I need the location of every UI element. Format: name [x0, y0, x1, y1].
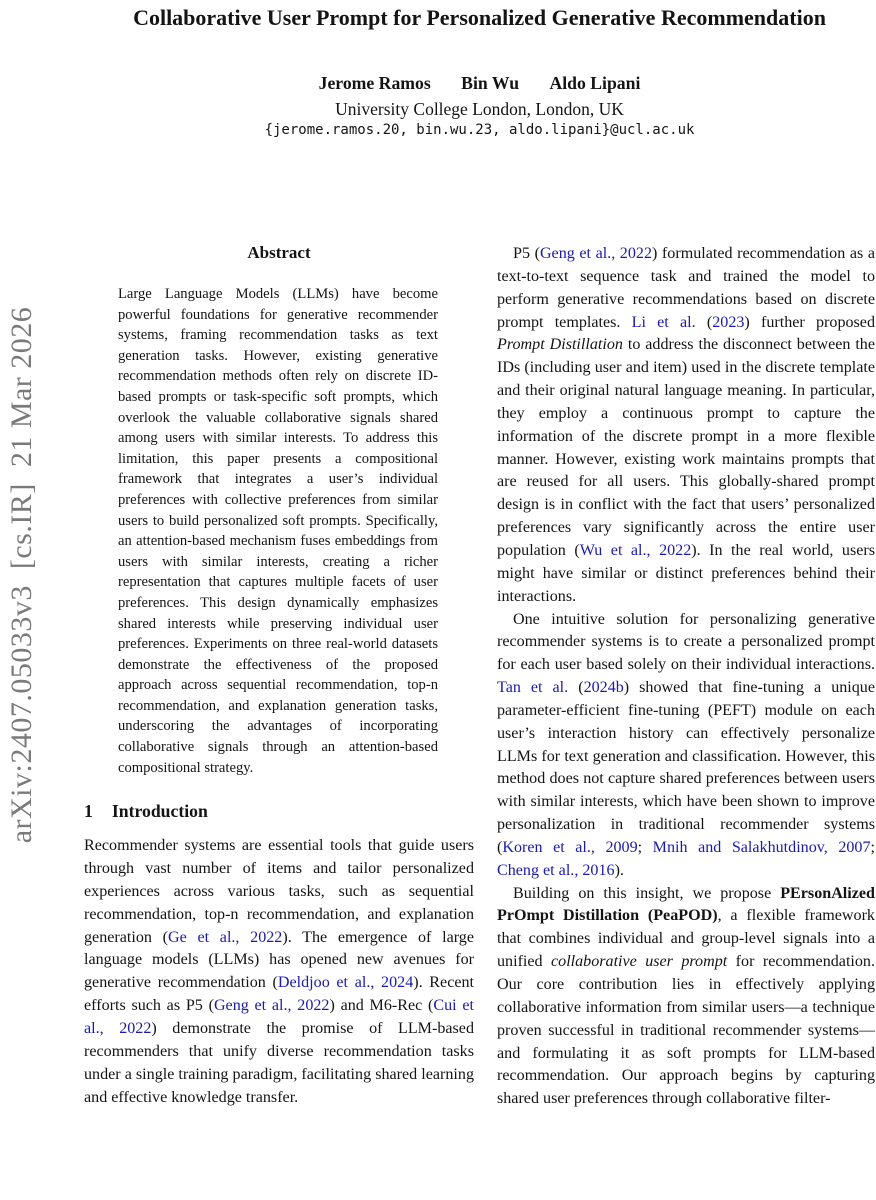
text-segment: Prompt Distillation: [497, 336, 623, 354]
text-segment: (: [695, 313, 713, 331]
citation-link[interactable]: Koren et al., 2009: [502, 838, 638, 856]
intro-paragraph: [497, 243, 875, 609]
text-segment: ). Recent efforts such as P5 (: [84, 974, 474, 1015]
section-title: Introduction: [111, 801, 208, 822]
citation-link[interactable]: Cheng et al., 2016: [497, 861, 615, 879]
text-segment: PErsonAlized PrOmpt Distillation (PeaPOD): [497, 884, 875, 925]
intro-paragraph: [497, 609, 875, 883]
paper-title: Collaborative User Prompt for Personalized Generative Recommendation: [133, 5, 826, 30]
author-list: [84, 73, 875, 94]
text-segment: ;: [637, 838, 653, 856]
intro-paragraph: [84, 835, 474, 1109]
text-segment: ) formulated recommendation as a text-to-text sequence task and trained the model to perform generative recommendations based on discrete prompt templates.: [497, 245, 875, 331]
text-segment: P5 (: [513, 245, 540, 262]
citation-link[interactable]: Mnih and Salakhutdinov, 2007: [652, 838, 871, 856]
left-column: [84, 243, 474, 1109]
text-segment: ). The emergence of large language models (LLMs) has opened new avenues for generative recommendation (: [84, 928, 474, 992]
text-segment: collaborative user prompt: [551, 953, 728, 971]
author-name: Aldo Lipani: [549, 73, 641, 93]
affiliation: University College London, London, UK: [335, 99, 624, 119]
text-segment: One intuitive solution for personalizing generative recommender systems is to create a personalized prompt for each user based solely on their individual interactions.: [497, 610, 875, 674]
text-segment: ).: [614, 861, 624, 879]
section-number: 1: [84, 801, 93, 822]
citation-link[interactable]: Li et al.: [631, 313, 696, 331]
citation-link[interactable]: 2023: [712, 313, 745, 331]
text-segment: ) demonstrate the promise of LLM-based recommenders that unify diverse recommendation tasks under a single training paradigm, facilitating shared learning and effective knowledge transfer.: [84, 1020, 474, 1106]
citation-link[interactable]: Deldjoo et al., 2024: [277, 974, 414, 992]
text-segment: for recommendation. Our core contribution lies in effectively applying collaborative information from similar users—a technique proven successful in traditional recommender systems—and formulating it as soft prompts for LLM-based recommendation. Our approach begins by capturing shared user preferences through collaborative filter-: [497, 953, 876, 1108]
section-heading-introduction: [84, 801, 474, 822]
intro-paragraph: [497, 883, 875, 1111]
text-segment: (: [568, 679, 584, 697]
text-segment: Recommender systems are essential tools that guide users through vast number of items and tailor personalized experiences across various tasks, such as sequential recommendation, top-n recommendation, and explanation generation (: [84, 837, 474, 946]
author-name: Bin Wu: [461, 73, 520, 93]
citation-link[interactable]: Geng et al., 2022: [213, 997, 330, 1015]
text-segment: ). In the real world, users might have similar or distinct preferences behind their interactions.: [497, 541, 875, 605]
right-column: [497, 243, 875, 1111]
author-name: Jerome Ramos: [318, 73, 431, 93]
citation-link[interactable]: Geng et al., 2022: [539, 245, 652, 262]
arxiv-watermark: arXiv:2407.05033v3 [cs.IR] 21 Mar 2026: [5, 306, 38, 844]
citation-link[interactable]: 2024b: [583, 679, 624, 697]
citation-link[interactable]: Cui et al., 2022: [84, 997, 474, 1037]
text-segment: ;: [870, 838, 875, 856]
citation-link[interactable]: Wu et al., 2022: [579, 541, 692, 559]
text-segment: ) and M6-Rec (: [329, 997, 434, 1015]
abstract-body: Large Language Models (LLMs) have become powerful foundations for generative recommender systems, framing recommendation tasks as text generation tasks. However, existing generative recommendation methods often rely on discrete ID-based prompts or task-specific soft prompts, which overlook the valuable collaborative signals shared among users with similar interests. To address this limitation, this paper presents a compositional framework that integrates a user’s individual preferences with collective preferences from similar users to build personalized soft prompts. Specifically, an attention-based mechanism fuses embeddings from users with similar interests, creating a richer representation that captures multiple facets of user preferences. This design dynamically emphasizes shared interests while preserving individual user preferences. Experiments on three real-world datasets demonstrate the effectiveness of the proposed approach across sequential recommendation, top-n recommendation, and explanation generation tasks, underscoring the advantages of incorporating collaborative signals through an attention-based compositional strategy.: [118, 286, 438, 776]
text-segment: to address the disconnect between the IDs (including user and item) used in the discrete template and their original natural language meaning. In particular, they employ a continuous prompt to capture the information of the discrete prompt in a more flexible manner. However, existing work maintains prompts that are reused for all users. This globally-shared prompt design is in conflict with the fact that users’ personalized preferences vary significantly across the entire user population (: [497, 336, 875, 559]
text-segment: ) further proposed: [744, 313, 875, 331]
text-segment: , a flexible framework that combines individual and group-level signals into a unified: [497, 907, 875, 971]
author-emails: {jerome.ramos.20, bin.wu.23, aldo.lipani}@ucl.ac.uk: [264, 122, 695, 138]
citation-link[interactable]: Tan et al.: [497, 679, 569, 697]
text-segment: Building on this insight, we propose: [513, 884, 781, 902]
text-segment: ) showed that fine-tuning a unique parameter-efficient fine-tuning (PEFT) module on each user’s interaction history can effectively personalize LLMs for text generation and classification. However, this method does not capture shared preferences between users with similar interests, which have been shown to improve personalization in traditional recommender systems (: [497, 679, 875, 856]
abstract-heading: Abstract: [247, 243, 311, 262]
citation-link[interactable]: Ge et al., 2022: [168, 928, 283, 946]
